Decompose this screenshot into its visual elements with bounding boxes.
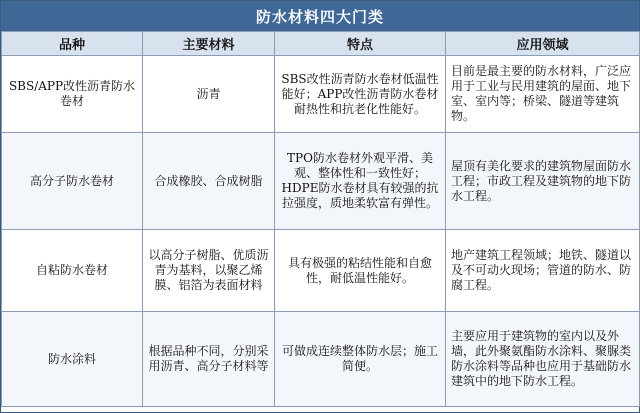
header-materials: 主要材料 [143,32,275,56]
cell-applications: 目前是最主要的防水材料，广泛应用于工业与民用建筑的屋面、地下室、室内等；桥梁、隧道等建筑物。 [446,56,640,133]
cell-materials: 根据品种不同，分别采用沥青、高分子材料等 [143,312,275,407]
cell-features: SBS改性沥青防水卷材低温性能好；APP改性沥青防水卷材耐热性和抗老化性能好。 [275,56,446,133]
cell-materials: 合成橡胶、合成树脂 [143,133,275,230]
cell-materials: 以高分子树脂、优质沥青为基料，以聚乙烯膜、铝箔为表面材料 [143,230,275,312]
table-row [2,133,640,230]
header-row [2,32,640,56]
cell-applications: 地产建筑工程领域；地铁、隧道以及不可动火现场；管道的防水、防腐工程。 [446,230,640,312]
cell-applications: 屋顶有美化要求的建筑物屋面防水工程；市政工程及建筑物的地下防水工程。 [446,133,640,230]
cell-variety: SBS/APP改性沥青防水卷材 [2,56,143,133]
cell-features: TPO防水卷材外观平滑、美观、整体性和一致性好；HDPE防水卷材具有较强的抗拉强度，质地柔软富有弹性。 [275,133,446,230]
cell-features: 可做成连续整体防水层；施工简便。 [275,312,446,407]
cell-applications: 主要应用于建筑物的室内以及外墙，此外聚氨酯防水涂料、聚脲类防水涂料等品种也应用于基础防水建筑中的地下防水工程。 [446,312,640,407]
table-title: 防水材料四大门类 [1,1,639,31]
cell-variety: 防水涂料 [2,312,143,407]
table-row [2,56,640,133]
cell-features: 具有极强的粘结性能和自愈性，耐低温性能好。 [275,230,446,312]
cell-variety: 高分子防水卷材 [2,133,143,230]
header-features: 特点 [275,32,446,56]
materials-table [1,31,640,407]
table-row [2,312,640,407]
cell-variety: 自粘防水卷材 [2,230,143,312]
table-row [2,230,640,312]
header-variety: 品种 [2,32,143,56]
header-applications: 应用领域 [446,32,640,56]
cell-materials: 沥青 [143,56,275,133]
